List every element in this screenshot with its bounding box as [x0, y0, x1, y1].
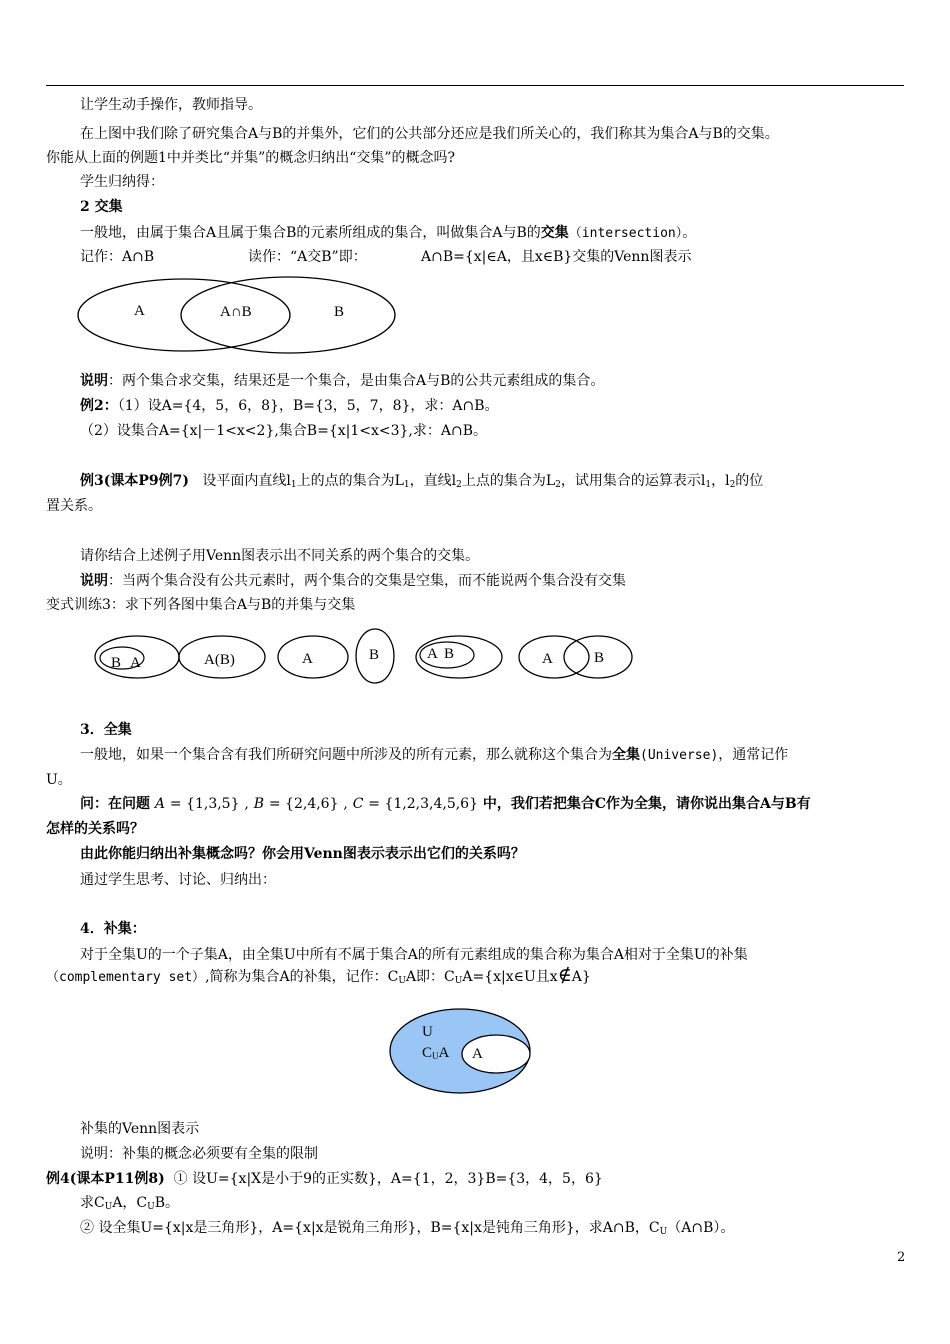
universal-set-label: U: [422, 1024, 433, 1040]
example-4-line: [46, 1170, 603, 1188]
intersection-label: A∩B: [220, 304, 252, 320]
subscript: 2: [456, 480, 462, 490]
example-3-text: ，试用集合的运算表示l: [560, 473, 706, 489]
set-b-label: B: [334, 304, 345, 320]
set-c-symbol: C: [352, 796, 364, 812]
notation-formula: A∩B={x|∈A，且x∈B}交集的Venn图表示: [421, 249, 692, 265]
subscript: 1: [290, 480, 297, 490]
subscript: 2: [555, 480, 561, 490]
subscript: U: [454, 976, 463, 986]
diagram5-label-b: B: [594, 650, 605, 666]
universe-text: 一般地，如果一个集合含有我们所研究问题中所涉及的所有元素，那么就称这个集合为: [80, 747, 612, 763]
example-4-text: ② 设全集U={x|x是三角形}，A={x|x是锐角三角形}，B={x|x是钝角三角形}，求A∩B，C: [80, 1220, 660, 1236]
complement-note: 说明：补集的概念必须要有全集的限制: [80, 1146, 318, 1162]
definition-text: 一般地，由属于集合A且属于集合B的元素所组成的集合，叫做集合A与B的: [80, 225, 541, 241]
subset-a-label: A: [472, 1046, 483, 1062]
explanation-line: [80, 372, 604, 390]
question-text: 问：在问题: [80, 796, 150, 812]
subscript: U: [147, 1202, 155, 1212]
text-line: 通过学生思考、讨论、归纳出：: [80, 872, 276, 888]
subscript: U: [398, 976, 406, 986]
universe-definition: [80, 746, 788, 765]
example-3-continuation: 置关系。: [46, 498, 102, 514]
question-2: 由此你能归纳出补集概念吗？你会用Venn图表示表示出它们的关系吗？: [80, 846, 525, 862]
diagram3-label-a: A: [302, 651, 313, 667]
complement-text: ,简称为集合A的补集，记作：C: [205, 969, 399, 985]
section-heading: 4．补集：: [80, 921, 146, 937]
diagram1-label-b: B: [111, 655, 122, 671]
subscript: 1: [705, 480, 712, 490]
example-4-label: 例4(课本P11例8): [46, 1171, 165, 1187]
diagram5-ellipse-a: [519, 636, 589, 678]
example-3-text: ，直线l: [409, 473, 457, 489]
example-3-text: 设平面内直线l: [202, 473, 291, 489]
explanation-2-line: [80, 572, 626, 590]
section-heading: 2 交集: [80, 199, 123, 215]
example-4-text: 求C: [80, 1195, 105, 1211]
example-3-text: 上的点的集合为L: [296, 473, 404, 489]
explanation-label: 说明: [80, 573, 108, 589]
example-4-text: A，C: [112, 1195, 148, 1211]
variant-exercise-3: 变式训练3：求下列各图中集合A与B的并集与交集: [46, 597, 356, 613]
subscript: U: [659, 1227, 668, 1237]
diagram1-label-a: A: [130, 655, 141, 671]
diagram4-label-a: A: [427, 646, 438, 662]
section-heading: 3．全集: [80, 722, 132, 738]
universe-continuation: U。: [46, 772, 72, 788]
text-line: 在上图中我们除了研究集合A与B的并集外，它们的公共部分还应是我们所关心的，我们称其为集合A与B的交集。: [80, 126, 779, 142]
example-2-text: （1）设A={4，5，6，8}，B={3，5，7，8}，求：A∩B。: [117, 398, 499, 414]
subscript: 2: [729, 480, 736, 490]
diagram4-label-b: B: [444, 646, 455, 662]
diagram3-label-b: B: [369, 647, 380, 663]
set-a-symbol: A: [154, 796, 165, 812]
question-line: 问：在问题 A = {1,3,5} , B = {2,4,6} , C = {1,2,3,4,5,6} 中，我们若把集合C作为全集，请你说出集合A与B有: [80, 796, 811, 812]
set-a-ellipse: [78, 279, 290, 351]
universe-term: 全集: [612, 747, 640, 763]
example-3-text: 上点的集合为L: [461, 473, 556, 489]
explanation-label: 说明: [80, 373, 108, 389]
header-rule: [46, 85, 904, 86]
complement-english: （complementary set）: [46, 970, 206, 985]
complement-text: A即：C: [405, 969, 455, 985]
subscript: 1: [403, 480, 410, 490]
universe-end: ，通常记作: [718, 747, 789, 763]
diagram-caption: 补集的Venn图表示: [80, 1121, 200, 1137]
example-4-text: （A∩B）。: [667, 1220, 735, 1236]
notation-recorded: 记作：A∩B: [80, 249, 155, 265]
set-a-label: A: [134, 303, 145, 319]
intersection-venn-diagram: [70, 276, 410, 358]
definition-end: 。: [682, 225, 697, 241]
set-b-elements: = {2,4,6}: [268, 796, 339, 812]
example-2-part-2: （2）设集合A={x|－1<x<2},集合B={x|1<x<3},求：A∩B。: [80, 423, 487, 439]
venn-examples-row: [85, 622, 645, 692]
diagram5-label-a: A: [542, 651, 553, 667]
example-4-text: ① 设U={x|X是小于9的正实数}，A={1，2，3}B={3，4，5，6}: [173, 1171, 603, 1187]
set-c-elements: = {1,2,3,4,5,6}: [368, 796, 478, 812]
definition-line: [80, 224, 696, 243]
definition-term: 交集: [540, 225, 569, 241]
set-b-symbol: B: [253, 796, 264, 812]
example-2-label: 例2：: [80, 398, 118, 414]
example-2-line: [80, 397, 499, 415]
example-3-label: 例3(课本P9例7): [80, 473, 189, 489]
example-3-line: [80, 472, 763, 494]
text-line: 学生归纳得：: [80, 174, 164, 190]
diagram2-label: A(B): [204, 652, 235, 668]
text-line: 请你结合上述例子用Venn图表示出不同关系的两个集合的交集。: [80, 548, 480, 564]
definition-english: （intersection）: [568, 226, 683, 241]
complement-text: A={x|x∈U且x: [462, 969, 558, 985]
explanation-text: ：当两个集合没有公共元素时，两个集合的交集是空集，而不能说两个集合没有交集: [108, 573, 626, 589]
example-4-text: B。: [154, 1195, 180, 1211]
example-3-text: 的位: [735, 473, 764, 489]
complement-label: CUA: [422, 1045, 450, 1061]
complement-text: A}: [571, 969, 591, 985]
set-a-elements: = {1,3,5}: [169, 796, 240, 812]
set-b-ellipse: [181, 277, 395, 353]
example-4-request: [80, 1194, 179, 1216]
complement-venn-diagram: [386, 1005, 536, 1097]
question-continuation: 怎样的关系吗？: [46, 821, 144, 837]
universe-english: (Universe): [640, 748, 719, 763]
complement-definition-continuation: [46, 964, 591, 990]
example-3-text: ，l: [711, 473, 730, 489]
subscript: U: [104, 1202, 113, 1212]
diagram3-ellipse-a: [278, 636, 348, 678]
example-4-part-2: [80, 1219, 734, 1241]
complement-definition: 对于全集U的一个子集A，由全集U中所有不属于集合A的所有元素组成的集合称为集合A相对于全集U的补集: [80, 947, 748, 963]
question-text: 中，我们若把集合C作为全集，请你说出集合A与B有: [482, 796, 811, 812]
notation-read: 读作：“A交B”即：: [248, 249, 367, 265]
text-line: 你能从上面的例题1中并类比“并集”的概念归纳出“交集”的概念吗?: [46, 150, 456, 166]
explanation-text: ：两个集合求交集，结果还是一个集合，是由集合A与B的公共元素组成的集合。: [108, 373, 605, 389]
text-line: 让学生动手操作，教师指导。: [80, 97, 262, 113]
page-number: 2: [897, 1250, 906, 1265]
not-element-of-symbol: ∉: [557, 964, 572, 986]
